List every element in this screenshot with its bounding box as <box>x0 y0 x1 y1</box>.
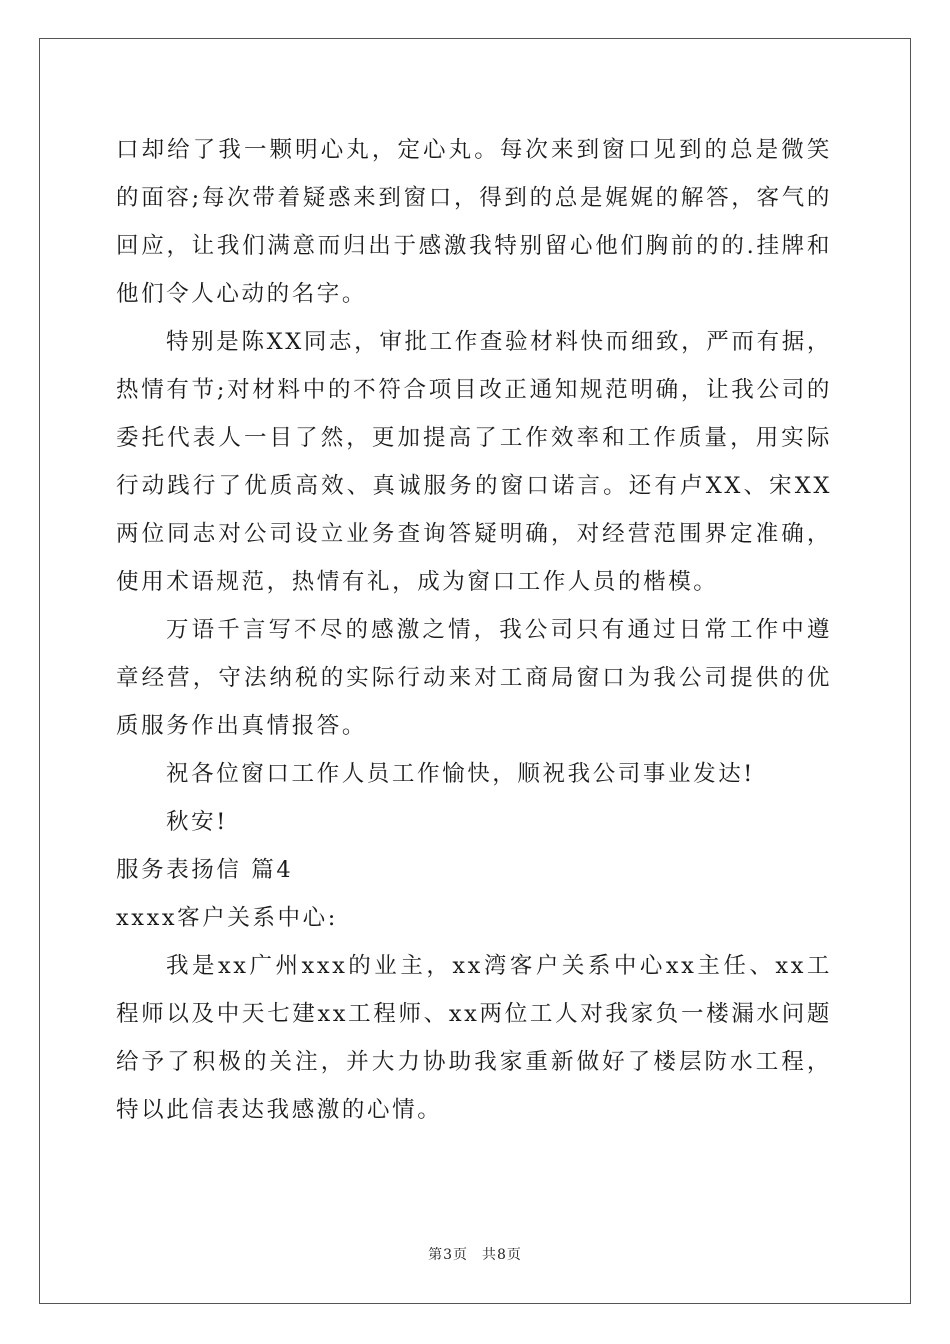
page-number: 第3页 <box>428 1247 468 1263</box>
salutation: xxxx客户关系中心: <box>116 905 338 931</box>
paragraph-3: 万语千言写不尽的感激之情，我公司只有通过日常工作中遵章经营，守法纳税的实际行动来对工商局窗口为我公司提供的优质服务作出真情报答。 <box>116 617 832 739</box>
page-total: 共8页 <box>482 1247 522 1263</box>
paragraph-6: 我是xx广州xxx的业主，xx湾客户关系中心xx主任、xx工程师以及中天七建xx工程师、xx两位工人对我家负一楼漏水问题给予了积极的关注，并大力协助我家重新做好了楼层防水工程，特以此信表达我感激的心情。 <box>116 953 832 1123</box>
section-heading: 服务表扬信 篇4 <box>116 857 294 883</box>
paragraph-1: 口却给了我一颗明心丸，定心丸。每次来到窗口见到的总是微笑的面容;每次带着疑惑来到窗口，得到的总是娓娓的解答，客气的回应，让我们满意而归出于感激我特别留心他们胸前的的.挂牌和他们令人心动的名字。 <box>116 137 832 307</box>
page-footer <box>0 1244 950 1264</box>
paragraph-5: 秋安! <box>166 809 228 835</box>
paragraph-2: 特别是陈XX同志，审批工作查验材料快而细致，严而有据，热情有节;对材料中的不符合项目改正通知规范明确，让我公司的委托代表人一目了然，更加提高了工作效率和工作质量，用实际行动践行了优质高效、真诚服务的窗口诺言。还有卢XX、宋XX两位同志对公司设立业务查询答疑明确，对经营范围界定准确，使用术语规范，热情有礼，成为窗口工作人员的楷模。 <box>116 329 832 595</box>
paragraph-4: 祝各位窗口工作人员工作愉快，顺祝我公司事业发达! <box>166 761 755 787</box>
document-body <box>116 126 832 1134</box>
